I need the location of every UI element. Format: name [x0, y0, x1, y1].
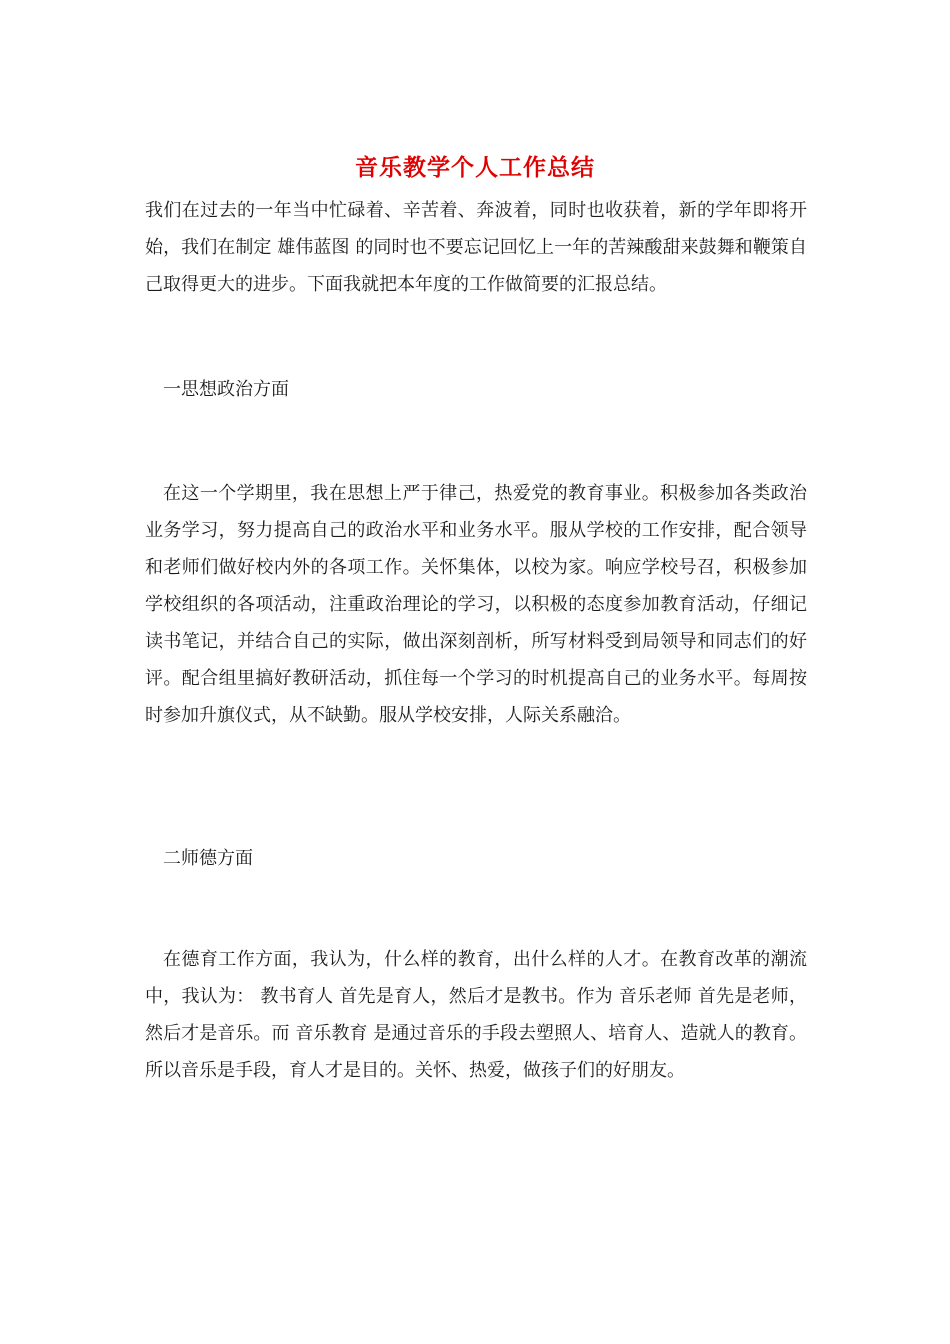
section-body-politics: 在这一个学期里，我在思想上严于律己，热爱党的教育事业。积极参加各类政治业务学习，努力提高自己的政治水平和业务水平。服从学校的工作安排，配合领导和老师们做好校内外的各项工作。关怀集体，以校为家。响应学校号召，积极参加学校组织的各项活动，注重政治理论的学习，以积极的态度参加教育活动，仔细记读书笔记，并结合自己的实际，做出深刻剖析，所写材料受到局领导和同志们的好评。配合组里搞好教研活动，抓住每一个学习的时机提高自己的业务水平。每周按时参加升旗仪式，从不缺勤。服从学校安排，人际关系融洽。: [145, 483, 807, 726]
section-body-ethics: 在德育工作方面，我认为，什么样的教育，出什么样的人才。在教育改革的潮流中，我认为： 教书育人 首先是育人，然后才是教书。作为 音乐老师 首先是老师，然后才是音乐。而 音乐教育 是通过音乐的手段去塑照人、培育人、造就人的教育。所以音乐是手段，育人才是目的。关怀、热爱，做孩子们的好朋友。: [145, 949, 807, 1081]
section-heading-ethics: 二师德方面: [163, 848, 253, 869]
section-heading-politics: 一思想政治方面: [163, 379, 289, 400]
document-title: 音乐教学个人工作总结: [355, 154, 595, 181]
intro-paragraph: 我们在过去的一年当中忙碌着、辛苦着、奔波着，同时也收获着，新的学年即将开始，我们在制定 雄伟蓝图 的同时也不要忘记回忆上一年的苦辣酸甜来鼓舞和鞭策自己取得更大的进步。下面我就把本年度的工作做简要的汇报总结。: [145, 200, 807, 295]
